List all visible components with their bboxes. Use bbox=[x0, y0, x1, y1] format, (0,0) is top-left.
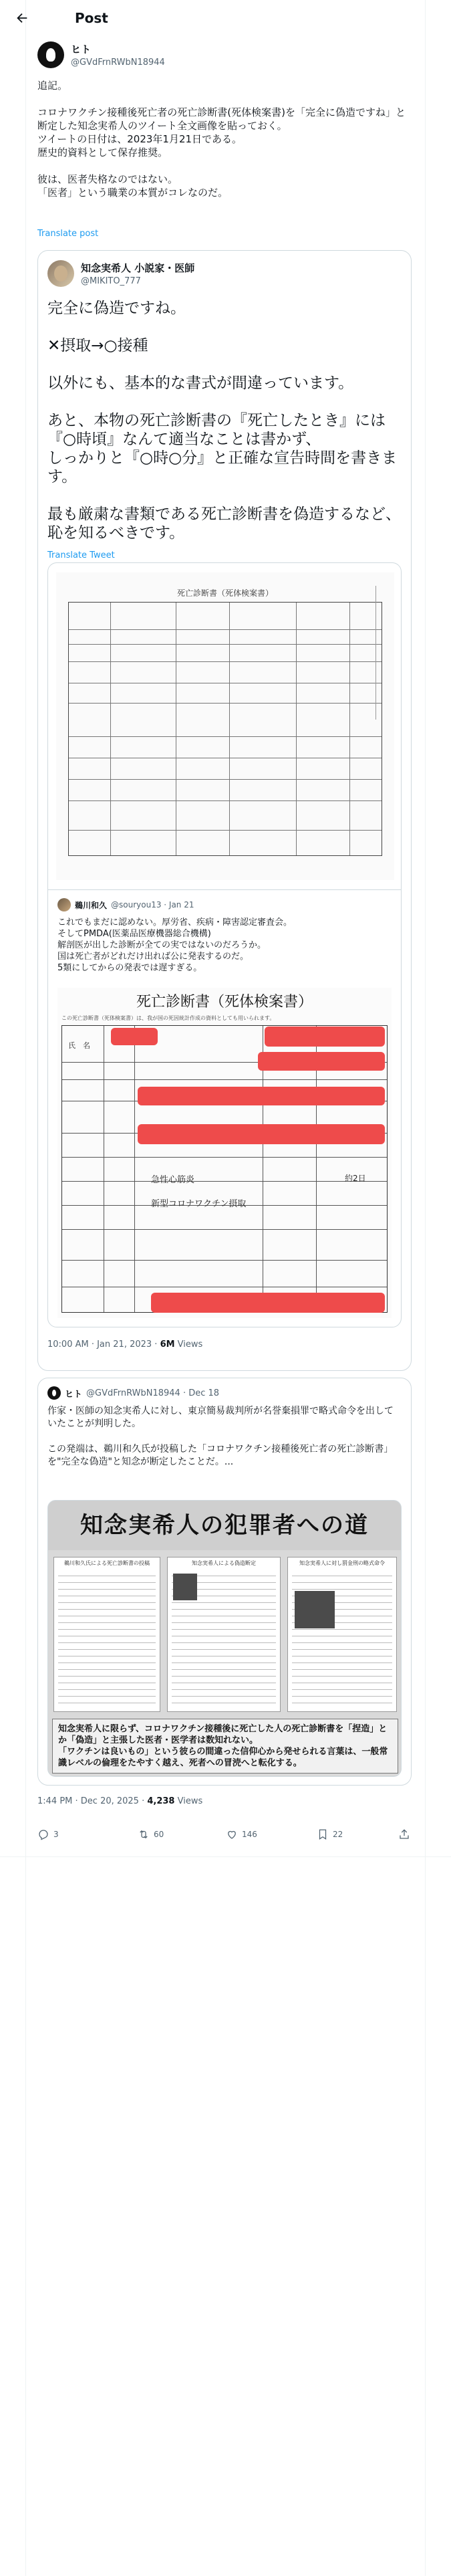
quoted-post-2-paragraph: 作家・医師の知念実希人に対し、東京簡易裁判所が名誉棄損罪で略式命令を出していたことが判明した。 bbox=[47, 1406, 394, 1429]
top-bar bbox=[0, 0, 451, 35]
reply-button[interactable] bbox=[37, 1828, 59, 1840]
reply-icon bbox=[37, 1828, 49, 1840]
form-grid bbox=[68, 602, 382, 856]
quoted-date: 10:00 AM · Jan 21, 2023 · bbox=[47, 1339, 160, 1350]
redaction-mark bbox=[138, 1124, 385, 1144]
quoted-tweet[interactable] bbox=[37, 250, 412, 1371]
quoted-media[interactable] bbox=[47, 562, 402, 1327]
certificate-duration: 約2日 bbox=[345, 1174, 366, 1183]
post-author[interactable] bbox=[37, 41, 165, 68]
post-views-count: 4,238 bbox=[147, 1796, 175, 1806]
back-arrow-icon[interactable] bbox=[15, 11, 29, 25]
panel-heading: 知念実希人に対し罰金刑の略式命令 bbox=[299, 1560, 385, 1566]
heart-icon bbox=[226, 1828, 238, 1840]
certificate-name-label: 氏 名 bbox=[68, 1041, 90, 1050]
quoted-paragraph: 最も厳粛な書類である死亡診断書を偽造するなど、恥を知るべきです。 bbox=[47, 506, 401, 542]
embedded-tweet-image bbox=[48, 889, 401, 1327]
bookmark-count: 22 bbox=[333, 1830, 343, 1839]
post-paragraph: 彼は、医者失格なのではない。 「医者」という職業の本質がコレなのだ。 bbox=[37, 173, 229, 199]
embedded-text: これでもまだに認めない。厚労省、疾病・障害認定審査会。 そしてPMDA(医薬品医療機器総合機構) 解剖医が出した診断が全ての実ではないのだろうか。 国は死亡者がどれだけ出れば公に発表するのだ。 5類にしてからの発表では遅すぎる。 bbox=[57, 918, 293, 973]
like-button[interactable] bbox=[226, 1828, 257, 1840]
post-views-label: Views bbox=[174, 1796, 203, 1806]
author-display-name[interactable]: ヒト bbox=[71, 43, 92, 56]
panel-heading: 鵜川和久氏による死亡診断書の投稿 bbox=[64, 1560, 150, 1566]
redaction-mark bbox=[151, 1293, 385, 1313]
embedded-author-name: 鵜川和久 bbox=[75, 900, 108, 910]
redaction-mark bbox=[258, 1052, 385, 1071]
quoted-display-name[interactable]: 知念実希人 小説家・医師 bbox=[81, 262, 195, 274]
repost-count: 60 bbox=[154, 1830, 164, 1839]
avatar[interactable] bbox=[47, 260, 74, 287]
bookmark-button[interactable] bbox=[317, 1828, 343, 1840]
redaction-mark bbox=[138, 1087, 385, 1105]
infographic-footer: 知念実希人に限らず、コロナワクチン接種後に死亡した人の死亡診断書を「捏造」とか「偽造」と主張した医者・医学者は数知れない。 「ワクチンは良いもの」という彼らの間違った信仰心から発せられる言葉は、一般常識レベルの倫理をたやすく越え、死者への冒涜へと転化する。 bbox=[52, 1719, 398, 1774]
embedded-author bbox=[57, 898, 194, 911]
like-count: 146 bbox=[242, 1830, 257, 1839]
blank-death-certificate-image bbox=[56, 572, 394, 880]
author-handle[interactable]: @GVdFrnRWbN18944 bbox=[71, 58, 165, 68]
post-paragraph: コロナワクチン接種後死亡者の死亡診断書(死体検案書)を「完全に偽造ですね」と断定した知念実希人のツイート全文画像を貼っておく。 ツイートの日付は、2023年1月21日である。 歴史的資料として保存推奨。 bbox=[37, 106, 406, 158]
form-side-column bbox=[375, 586, 396, 720]
column-border-left bbox=[25, 0, 26, 2576]
infographic-image[interactable] bbox=[47, 1500, 402, 1777]
quoted-paragraph: あと、本物の死亡診断書の『死亡したとき』には『○時頃』なんて適当なことは書かず、 しっかりと『○時○分』と正確な宣告時間を書きます。 bbox=[47, 412, 398, 486]
share-button[interactable] bbox=[398, 1828, 414, 1840]
post-text bbox=[37, 79, 412, 239]
infographic-panel-2 bbox=[167, 1557, 281, 1712]
quoted-paragraph: 完全に偽造ですね。 bbox=[47, 300, 186, 317]
reply-count: 3 bbox=[53, 1830, 59, 1839]
quoted-paragraph: ✕摂取→○接種 bbox=[47, 337, 148, 354]
quoted-timestamp bbox=[47, 1339, 202, 1350]
avatar[interactable] bbox=[37, 41, 64, 68]
doc-title: 死亡診断書（死体検案書） bbox=[176, 588, 273, 598]
certificate-cause-1: 急性心筋炎 bbox=[151, 1175, 195, 1185]
certificate-title: 死亡診断書（死体検案書） bbox=[136, 994, 313, 1010]
column-border-right bbox=[425, 0, 426, 2576]
death-certificate-image bbox=[57, 988, 392, 1318]
quoted-post-2[interactable] bbox=[37, 1378, 412, 1786]
translate-post-link[interactable]: Translate post bbox=[37, 229, 99, 239]
quoted-paragraph: 以外にも、基本的な書式が間違っています。 bbox=[47, 374, 354, 392]
infographic-title: 知念実希人の犯罪者への道 bbox=[48, 1501, 401, 1550]
infographic-panel-1 bbox=[53, 1557, 160, 1712]
quoted-post-2-author[interactable] bbox=[47, 1386, 219, 1400]
quoted-post-2-text bbox=[47, 1405, 402, 1481]
redaction-mark bbox=[111, 1028, 158, 1045]
panel-heading: 知念実希人による偽造断定 bbox=[192, 1560, 256, 1566]
translate-tweet-link[interactable]: Translate Tweet bbox=[47, 550, 115, 560]
repost-button[interactable] bbox=[138, 1828, 164, 1840]
post-timestamp bbox=[37, 1796, 202, 1806]
divider bbox=[0, 1856, 451, 1857]
quoted-author[interactable] bbox=[47, 260, 194, 287]
share-icon bbox=[398, 1828, 410, 1840]
page-title: Post bbox=[75, 9, 108, 26]
avatar bbox=[57, 898, 71, 911]
repost-icon bbox=[138, 1828, 150, 1840]
infographic-panel-3 bbox=[287, 1557, 397, 1712]
avatar[interactable] bbox=[47, 1386, 61, 1400]
redaction-mark bbox=[265, 1027, 385, 1047]
action-bar bbox=[37, 1828, 412, 1844]
quoted-views-count: 6M bbox=[160, 1339, 175, 1350]
quoted-views-label: Views bbox=[174, 1339, 203, 1350]
bookmark-icon bbox=[317, 1828, 329, 1840]
embedded-author-meta: @souryou13 · Jan 21 bbox=[111, 900, 194, 909]
post-date: 1:44 PM · Dec 20, 2025 · bbox=[37, 1796, 148, 1806]
quoted-text bbox=[47, 299, 402, 565]
certificate-subtitle: この死亡診断書（死体検案書）は、我が国の死因統計作成の資料としても用いられます。 bbox=[61, 1015, 275, 1021]
quoted-post-2-meta[interactable]: @GVdFrnRWbN18944 · Dec 18 bbox=[86, 1388, 220, 1398]
quoted-handle[interactable]: @MIKITO_777 bbox=[81, 276, 141, 286]
certificate-cause-2: 新型コロナワクチン摂取 bbox=[151, 1199, 247, 1209]
post-paragraph: 追記。 bbox=[37, 80, 68, 92]
quoted-post-2-name[interactable]: ヒト bbox=[65, 1389, 83, 1400]
quoted-post-2-paragraph: この発端は、鵜川和久氏が投稿した「コロナワクチン接種後死亡者の死亡診断書」を"完全な偽造"と知念が断定したことだ。... bbox=[47, 1444, 394, 1467]
